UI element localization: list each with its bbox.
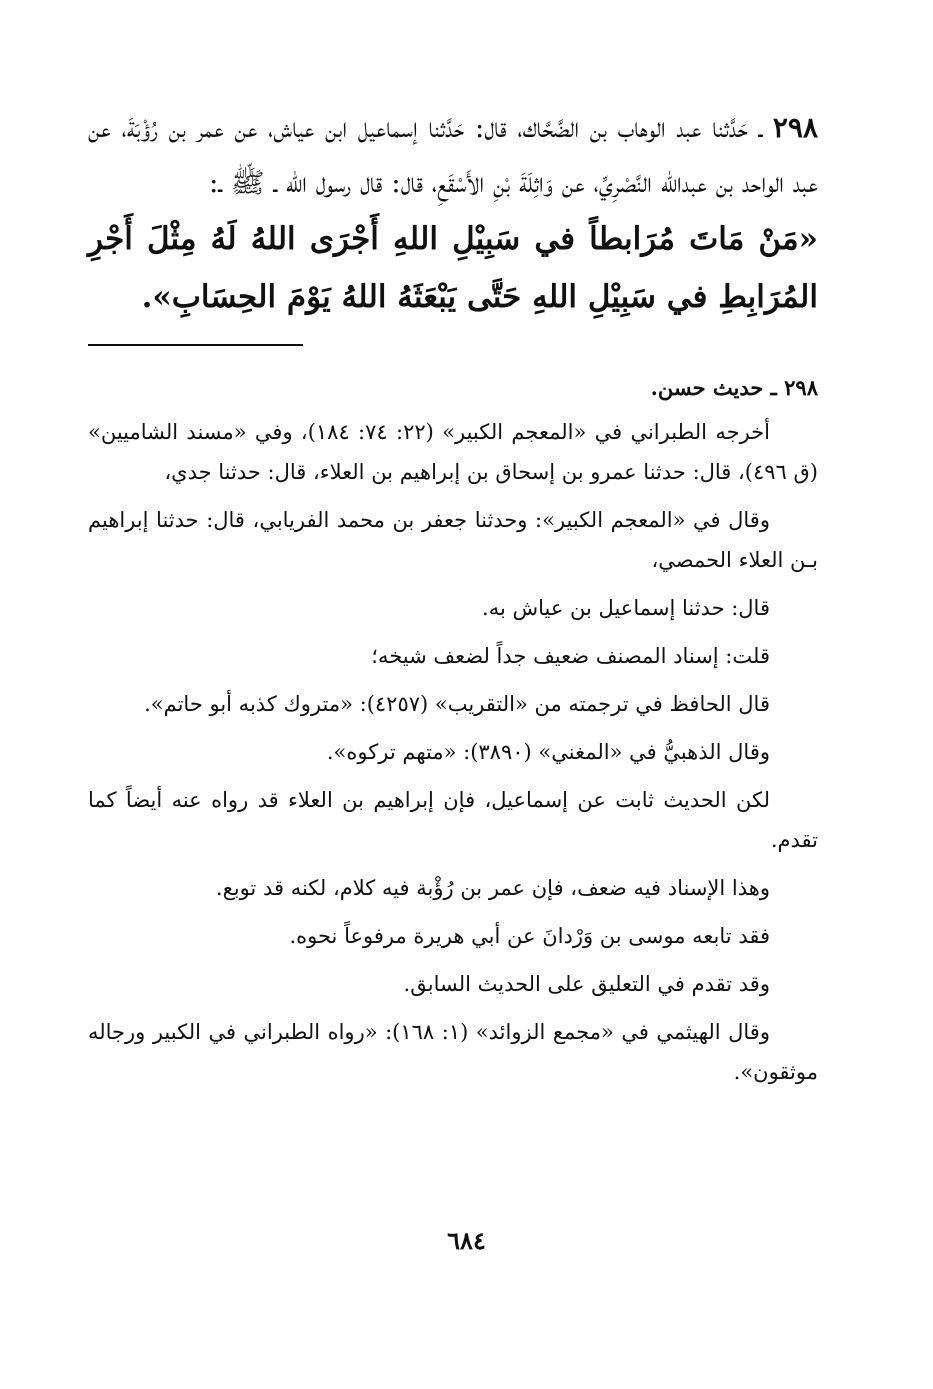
footnote-paragraph: وقال الذهبيُّ في «المغني» (٣٨٩٠): «متهم تركوه». bbox=[326, 740, 770, 764]
footnote-separator-wrap bbox=[88, 344, 818, 346]
page-content bbox=[88, 100, 818, 1100]
page-number: ٦٨٤ bbox=[447, 1226, 486, 1255]
footnote-paragraph: وقد تقدم في التعليق على الحديث السابق. bbox=[403, 972, 770, 996]
footnote-paragraph: أخرجه الطبراني في «المعجم الكبير» (٢٢: ٧٤: ١٨٤)، وفي «مسند الشاميين» (ق ٤٩٦)، قال: حدثنا عمرو بن إسحاق بن إبراهيم بن العلاء، قال: حدثنا جدي، bbox=[88, 420, 818, 484]
footnote-paragraph: وقال في «المعجم الكبير»: وحدثنا جعفر بن محمد الفريابي، قال: حدثنا إبراهيم بـن العلاء الحمصي، bbox=[88, 508, 818, 572]
hadith-text: «مَنْ مَاتَ مُرَابطاً في سَبِيْلِ اللهِ أَجْرَى اللهُ لَهُ مِثْلَ أَجْرِ المُرَابِطِ في سَبِيْلِ اللهِ حَتَّى يَبْعَثَهُ اللهُ يَوْمَ الحِسَابِ». bbox=[88, 221, 818, 315]
footnote-paragraph: لكن الحديث ثابت عن إسماعيل، فإن إبراهيم بن العلاء قد رواه عنه أيضاً كما تقدم. bbox=[88, 788, 818, 852]
footnote-paragraph: قال: حدثنا إسماعيل بن عياش به. bbox=[482, 596, 770, 620]
footnote-paragraph: قلت: إسناد المصنف ضعيف جداً لضعف شيخه؛ bbox=[371, 644, 770, 668]
footnote-paragraph: فقد تابعه موسى بن وَرْدانَ عن أبي هريرة مرفوعاً نحوه. bbox=[289, 924, 770, 948]
footnote-paragraph: وقال الهيثمي في «مجمع الزوائد» (١: ١٦٨): «رواه الطبراني في الكبير ورجاله موثقون». bbox=[88, 1020, 818, 1084]
footnote-paragraph: وهذا الإسناد فيه ضعف، فإن عمر بن رُؤْبة فيه كلام، لكنه قد توبع. bbox=[215, 876, 770, 900]
footnote-paragraph: قال الحافظ في ترجمته من «التقريب» (٤٢٥٧): «متروك كذبه أبو حاتم». bbox=[144, 692, 770, 716]
footnote-heading: ٢٩٨ ـ حديث حسن. bbox=[650, 375, 818, 400]
hadith-isnad: ـ حَدَّثنا عبد الوهاب بن الضَّحَّاك، قال: حَدَّثنا إسماعيل ابن عياش، عن عمر بن رُؤْبَةَ، عن عبد الواحد بن عبدالله النَّصْرِيِّ، عن وَاثِلَةَ بْنِ الأَسْقَعِ، قال: قال رسول الله ـ ﷺ ـ: bbox=[88, 111, 818, 199]
footnote-separator bbox=[88, 344, 303, 346]
footnotes bbox=[88, 368, 818, 1092]
hadith-isnad-paragraph bbox=[88, 100, 818, 210]
hadith-number: ٢٩٨ bbox=[772, 111, 818, 144]
